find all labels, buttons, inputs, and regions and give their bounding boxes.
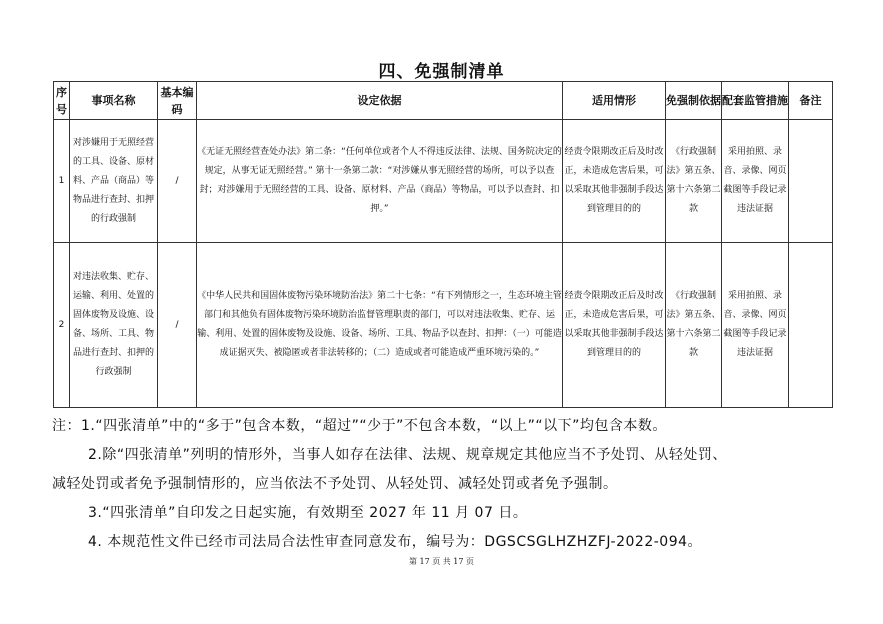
header-measure: 配套监管措施 [722, 82, 789, 120]
header-remark: 备注 [789, 82, 833, 120]
note-line-3: 3.“四张清单”自印发之日起实施，有效期至 2027 年 11 月 07 日。 [88, 505, 528, 521]
table-row [54, 243, 833, 408]
cell-remark [789, 243, 833, 408]
cell-measure: 采用拍照、录音、录像、网页截图等手段记录违法证据 [722, 243, 789, 408]
cell-item: 对涉嫌用于无照经营的工具、设备、原材料、产品（商品）等物品进行查封、扣押的行政强制 [70, 120, 158, 243]
cell-seq: 2 [54, 243, 70, 408]
notes-prefix: 注： [52, 418, 81, 434]
table-row [54, 120, 833, 243]
exemption-table [53, 81, 833, 408]
notes-section [52, 412, 852, 557]
cell-code: / [158, 243, 197, 408]
cell-law: 《行政强制法》第五条、第十六条第二款 [666, 243, 722, 408]
cell-basis: 《中华人民共和国固体废物污染环境防治法》第二十七条：“有下列情形之一，生态环境主管部门和其他负有固体废物污染环境防治监督管理职责的部门，可以对违法收集、贮存、运输、利用、处置的固体废物及设施、设备、场所、工具、物品予以查封、扣押：（一）可能造成证据灭失、被隐匿或者非法转移的；（二）造成或者可能造成严重环境污染的。” [197, 243, 563, 408]
header-item: 事项名称 [70, 82, 158, 120]
cell-condition: 经责令限期改正后及时改正，未造成危害后果，可以采取其他非强制手段达到管理目的的 [563, 120, 666, 243]
cell-condition: 经责令限期改正后及时改正，未造成危害后果，可以采取其他非强制手段达到管理目的的 [563, 243, 666, 408]
note-line-2: 2.除“四张清单”列明的情形外，当事人如存在法律、法规、规章规定其他应当不予处罚、从轻处罚、 [88, 447, 727, 463]
cell-measure: 采用拍照、录音、录像、网页截图等手段记录违法证据 [722, 120, 789, 243]
cell-item: 对违法收集、贮存、运输、利用、处置的固体废物及设施、设备、场所、工具、物品进行查封、扣押的行政强制 [70, 243, 158, 408]
header-condition: 适用情形 [563, 82, 666, 120]
note-line-2-cont: 减轻处罚或者免予强制情形的，应当依法不予处罚、从轻处罚、减轻处罚或者免予强制。 [52, 476, 618, 492]
note-line-1 [52, 412, 852, 441]
header-seq: 序号 [54, 82, 70, 120]
page-number: 第 17 页 共 17 页 [408, 557, 475, 566]
cell-seq: 1 [54, 120, 70, 243]
cell-code: / [158, 120, 197, 243]
header-code: 基本编码 [158, 82, 197, 120]
header-law: 免强制依据 [666, 82, 722, 120]
cell-law: 《行政强制法》第五条、第十六条第二款 [666, 120, 722, 243]
page-title: 四、免强制清单 [378, 62, 505, 82]
note-line-4: 4. 本规范性文件已经市司法局合法性审查同意发布，编号为：DGSCSGLHZHZFJ-2022-094。 [88, 534, 703, 550]
table-header-row [54, 82, 833, 120]
header-basis: 设定依据 [197, 82, 563, 120]
note-1-text: 1.“四张清单”中的“多于”包含本数，“超过”“少于”不包含本数，“以上”“以下”均包含本数。 [81, 418, 667, 434]
cell-remark [789, 120, 833, 243]
cell-basis: 《无证无照经营查处办法》第二条：“任何单位或者个人不得违反法律、法规、国务院决定的规定，从事无证无照经营。” 第十一条第二款：“对涉嫌从事无照经营的场所，可以予以查封；对涉嫌用于无照经营的工具、设备、原材料、产品（商品）等物品，可以予以查封、扣押。” [197, 120, 563, 243]
